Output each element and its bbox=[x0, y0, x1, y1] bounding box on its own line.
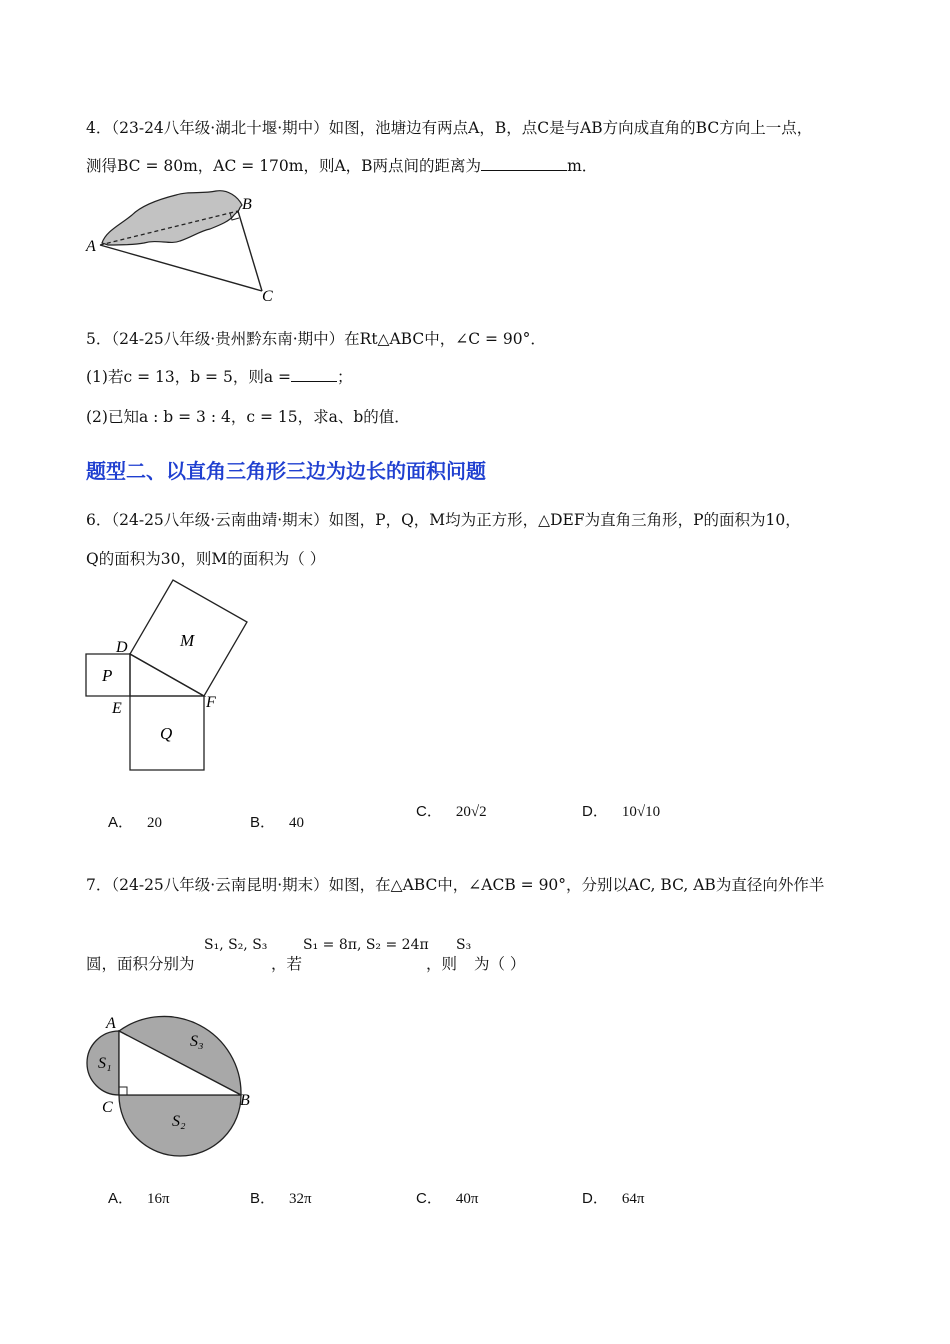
q7-s3-symbol: S₃ bbox=[456, 937, 472, 953]
q7-label-c: C bbox=[102, 1099, 113, 1116]
q4-text-line2 bbox=[86, 155, 597, 177]
q7-option-d[interactable]: D． 64π bbox=[582, 1190, 645, 1207]
q4-line2-post: m． bbox=[567, 157, 598, 175]
q5-text-line1: 5．（24-25八年级·贵州黔东南·期中）在Rt△ABC中，∠C = 90°． bbox=[86, 330, 546, 348]
q5-text-line2 bbox=[86, 366, 353, 388]
q6-text-line2: Q的面积为30，则M的面积为（ ） bbox=[86, 550, 326, 568]
q6-label-q: Q bbox=[160, 724, 173, 743]
q5-text-line3: (2)已知a : b = 3 : 4，c = 15，求a、b的值． bbox=[86, 408, 410, 426]
q7-text-line1: 7．（24-25八年级·云南昆明·期末）如图，在△ABC中，∠ACB = 90°，分别以AC, BC, AB为直径向外作半 bbox=[86, 876, 825, 894]
q6-label-d: D bbox=[116, 639, 128, 656]
q4-label-a: A bbox=[86, 238, 96, 255]
q7-text-then: ，则 bbox=[426, 955, 458, 973]
section-heading: 题型二、以直角三角形三边为边长的面积问题 bbox=[86, 459, 486, 483]
q4-pond-figure bbox=[80, 185, 290, 305]
q7-label-b: B bbox=[240, 1092, 250, 1109]
q7-label-a: A bbox=[106, 1015, 116, 1032]
q6-label-m: M bbox=[180, 631, 195, 650]
q7-option-b[interactable]: B． 32π bbox=[250, 1190, 312, 1207]
q4-label-c: C bbox=[262, 288, 273, 305]
q6-option-c[interactable]: C． 20√2 bbox=[416, 803, 487, 820]
triangle-def bbox=[130, 654, 204, 696]
q7-option-a[interactable]: A． 16π bbox=[108, 1190, 170, 1207]
q7-s-symbols: S₁, S₂, S₃ bbox=[204, 937, 268, 953]
q7-label-s1: S₁ bbox=[98, 1055, 112, 1072]
q7-semicircles-figure bbox=[80, 964, 280, 1164]
q6-text-line1: 6．（24-25八年级·云南曲靖·期末）如图，P，Q，M均为正方形，△DEF为直角三角形，P的面积为10， bbox=[86, 511, 801, 529]
q4-line2-pre: 测得BC = 80m，AC = 170m，则A，B两点间的距离为 bbox=[86, 157, 482, 175]
q5-answer-blank[interactable] bbox=[291, 367, 337, 382]
q7-text-ask: 为（ ） bbox=[474, 955, 526, 973]
q6-label-f: F bbox=[206, 694, 216, 711]
q7-option-c[interactable]: C． 40π bbox=[416, 1190, 479, 1207]
q6-label-e: E bbox=[112, 700, 122, 717]
q7-label-s3: S₃ bbox=[190, 1033, 204, 1050]
q4-text-line1: 4．（23-24八年级·湖北十堰·期中）如图，池塘边有两点A，B，点C是与AB方向成直角的BC方向上一点， bbox=[86, 119, 813, 137]
q6-option-b[interactable]: B． 40 bbox=[250, 814, 305, 831]
q7-text-if: ，若 bbox=[271, 955, 303, 973]
q4-label-b: B bbox=[242, 196, 252, 213]
q5-line2-post: ； bbox=[336, 368, 353, 386]
q6-label-p: P bbox=[102, 666, 113, 685]
q7-given-values: S₁ = 8π, S₂ = 24π bbox=[303, 937, 429, 953]
q6-option-a[interactable]: A． 20 bbox=[108, 814, 163, 831]
q7-text-line2: 圆，面积分别为 bbox=[86, 955, 195, 973]
q4-answer-blank[interactable] bbox=[481, 156, 567, 171]
q5-line2-pre: (1)若c = 13，b = 5，则a = bbox=[86, 368, 291, 386]
q7-label-s2: S₂ bbox=[172, 1113, 186, 1130]
q6-squares-figure bbox=[80, 580, 260, 780]
pond-shape bbox=[102, 191, 242, 245]
q6-option-d[interactable]: D． 10√10 bbox=[582, 803, 661, 820]
